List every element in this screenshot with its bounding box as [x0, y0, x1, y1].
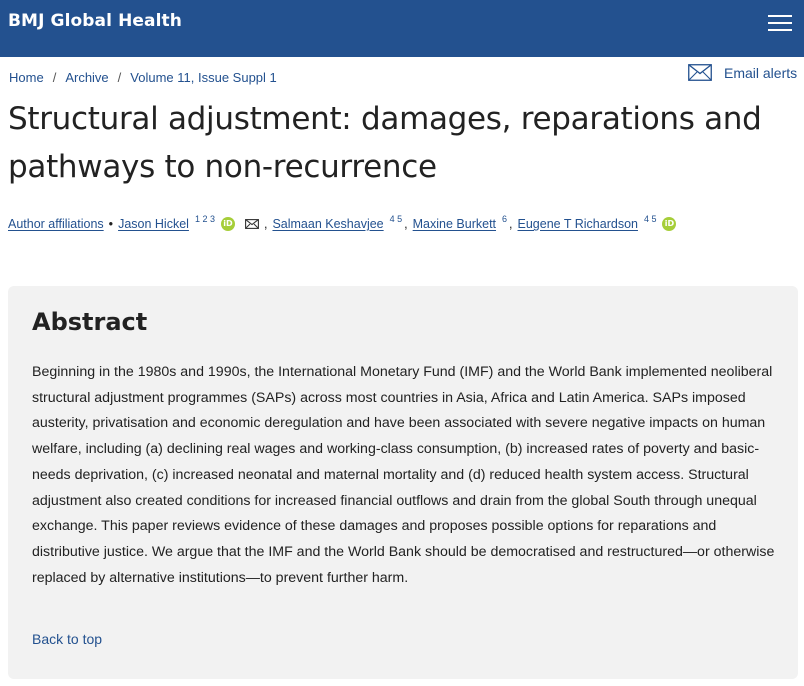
breadcrumb: [9, 70, 277, 85]
separator-comma: ,: [404, 217, 408, 231]
affiliation-refs[interactable]: 4 5: [389, 214, 403, 224]
email-alerts-label: Email alerts: [724, 64, 798, 81]
author-name[interactable]: Jason Hickel: [118, 217, 189, 231]
orcid-icon[interactable]: iD: [221, 217, 235, 231]
affiliation-refs[interactable]: 4 5: [643, 214, 657, 224]
affiliation-refs[interactable]: 6: [502, 214, 508, 224]
separator-dot: •: [108, 217, 114, 231]
hamburger-menu-icon[interactable]: [766, 13, 794, 33]
breadcrumb-issue[interactable]: Volume 11, Issue Suppl 1: [130, 70, 277, 85]
breadcrumb-separator: /: [52, 70, 57, 85]
orcid-icon[interactable]: iD: [662, 217, 676, 231]
abstract-text: Beginning in the 1980s and 1990s, the International Monetary Fund (IMF) and the World Bank implemented neoliberal structural adjustment programmes (SAPs) across most countries in Asia, Africa and Latin America. SAPs imposed austerity, privatisation and economic deregulation and have been associated with severe negative impacts on human welfare, including (a) declining real wages and working-class consumption, (b) increased rates of poverty and basic-needs deprivation, (c) increased neonatal and maternal mortality and (d) reduced health system access. Structural adjustment also created conditions for increased financial outflows and drain from the global South through unequal exchange. This paper reviews evidence of these damages and proposes possible options for reparations and distributive justice. We argue that the IMF and the World Bank should be democratised and restructured—or otherwise replaced by alternative institutions—to prevent further harm.: [32, 364, 775, 586]
journal-logo[interactable]: BMJ Global Health: [8, 11, 182, 31]
breadcrumb-separator: /: [117, 70, 122, 85]
article-title: Structural adjustment: damages, reparations and pathways to non-recurrence: [8, 101, 762, 185]
author-name[interactable]: Eugene T Richardson: [517, 217, 638, 231]
breadcrumb-archive[interactable]: Archive: [65, 70, 109, 85]
breadcrumb-home[interactable]: Home: [9, 70, 44, 85]
author-name[interactable]: Maxine Burkett: [412, 217, 497, 231]
back-to-top-link[interactable]: Back to top: [32, 631, 103, 647]
envelope-icon: [688, 64, 712, 81]
email-alerts-link[interactable]: [688, 64, 797, 81]
author-list: [8, 214, 676, 231]
correspondence-envelope-icon[interactable]: [245, 219, 259, 229]
abstract-section: [8, 286, 798, 679]
site-header: [0, 0, 804, 57]
author-affiliations-link[interactable]: Author affiliations: [8, 217, 104, 231]
separator-comma: ,: [263, 217, 268, 231]
affiliation-refs[interactable]: 1 2 3: [194, 214, 215, 224]
author-name[interactable]: Salmaan Keshavjee: [272, 217, 384, 231]
separator-comma: ,: [509, 217, 513, 231]
abstract-heading: Abstract: [32, 308, 148, 336]
